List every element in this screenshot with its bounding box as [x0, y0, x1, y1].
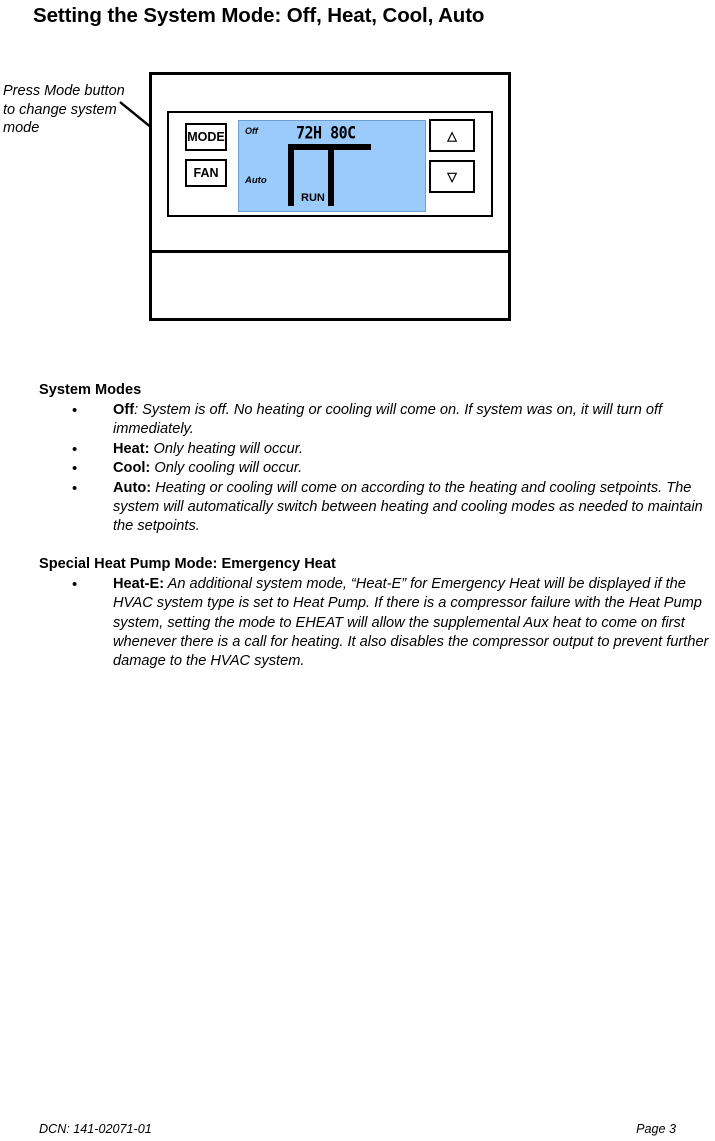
thermostat-right-button-column [429, 119, 475, 201]
list-item-term: Cool: [113, 460, 151, 477]
fan-button[interactable]: FAN [185, 159, 227, 187]
list-item [39, 479, 715, 537]
list-item-body: Only heating will occur. [149, 440, 304, 457]
list-item-body: An additional system mode, “Heat-E” for Emergency Heat will be displayed if the HVAC system type is set to Heat Pump. If there is a compressor failure with the Heat Pump system, setting the mode to EHEAT will allow the supplemental Aux heat to come on first whenever there is a call for heating. It also disables the compressor output to prevent further damage to the HVAC system. [113, 575, 709, 670]
lcd-auto-label: Auto [245, 175, 267, 186]
footer-page-number: Page 3 [636, 1122, 676, 1136]
down-button[interactable] [429, 160, 475, 193]
emergency-heat-list [39, 575, 715, 672]
lcd-run-label: RUN [301, 192, 325, 204]
page-footer [39, 1122, 676, 1136]
list-item-body: Only cooling will occur. [150, 460, 303, 477]
list-item [39, 459, 715, 478]
lcd-off-label: Off [245, 126, 258, 136]
list-item [39, 401, 715, 440]
thermostat-figure [149, 72, 511, 321]
list-item-body: Heating or cooling will come on according to the heating and cooling setpoints. The system will automatically switch between heating and cooling modes as needed to maintain the setpoints. [113, 479, 703, 535]
list-item-term: Heat: [113, 440, 150, 457]
list-item-term: Heat-E: [113, 575, 165, 592]
lcd-indicator-leg-left [288, 144, 294, 206]
bullet-icon: • [72, 479, 78, 497]
list-item-body: : System is off. No heating or cooling will come on. If system was on, it will turn off immediately. [113, 402, 663, 438]
thermostat-upper-panel [167, 111, 493, 217]
list-item [39, 440, 715, 459]
callout-text: Press Mode button to change system mode [3, 83, 125, 137]
thermostat-lower-panel [152, 253, 508, 318]
footer-dcn: DCN: 141-02071-01 [39, 1122, 152, 1136]
mode-button[interactable]: MODE [185, 123, 227, 151]
list-item-term: Auto: [113, 479, 152, 496]
bullet-icon: • [72, 440, 78, 458]
page-title: Setting the System Mode: Off, Heat, Cool, Auto [33, 4, 485, 27]
thermostat-lcd-screen [238, 120, 426, 212]
triangle-up-icon: △ [447, 129, 457, 143]
section-spacer [39, 537, 715, 555]
lcd-temperature-readout: 72H 80C [296, 123, 356, 144]
thermostat-left-button-column [185, 123, 227, 187]
lcd-indicator-leg-right [328, 144, 334, 206]
up-button[interactable] [429, 119, 475, 152]
bullet-icon: • [72, 460, 78, 478]
list-item [39, 575, 715, 672]
document-body [39, 381, 715, 672]
section-heading-system-modes: System Modes [39, 382, 142, 398]
bullet-icon: • [72, 575, 78, 593]
list-item-term: Off [113, 402, 135, 418]
section-heading-emergency-heat: Special Heat Pump Mode: Emergency Heat [39, 555, 336, 572]
triangle-down-icon: ▽ [447, 170, 457, 184]
system-modes-list [39, 401, 715, 537]
bullet-icon: • [72, 402, 78, 419]
